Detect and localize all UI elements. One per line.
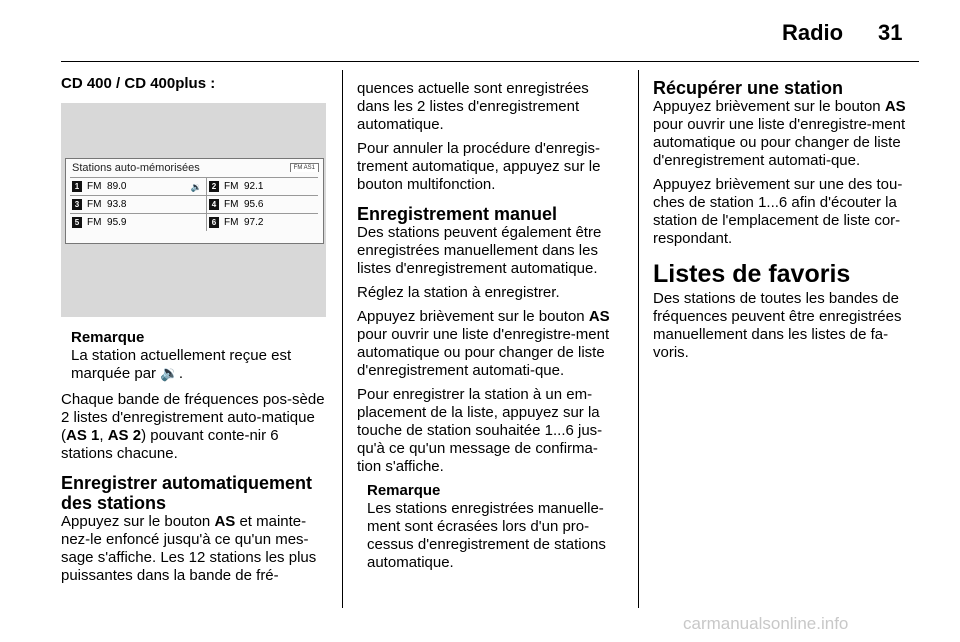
as2-label: AS 2 xyxy=(107,427,142,444)
column-3 xyxy=(653,70,921,368)
frequency: 95.6 xyxy=(244,198,264,210)
frequency: 89.0 xyxy=(107,180,127,192)
preset-row xyxy=(70,196,318,214)
paragraph: Des stations peuvent également être enregistrées manuellement dans les listes d'enregistrement automatique. xyxy=(357,224,602,277)
page-number: 31 xyxy=(878,20,903,45)
watermark: carmanualsonline.info xyxy=(683,614,849,633)
preset-number: 2 xyxy=(209,181,219,192)
preset-number: 1 xyxy=(72,181,82,192)
screen-tag: FM AS1 xyxy=(290,163,319,172)
frequency: 93.8 xyxy=(107,198,127,210)
band-label: FM xyxy=(223,198,239,210)
preset-number: 5 xyxy=(72,217,82,228)
note-box xyxy=(61,329,326,383)
speaker-icon: 🔉 xyxy=(160,365,179,382)
paragraph: Pour enregistrer la station à un em-placement de la liste, appuyez sur la touche de station souhaitée 1...6 jus-qu'à ce qu'un message de confirma-tion s'affiche. xyxy=(357,386,603,475)
band-label: FM xyxy=(223,216,239,228)
paragraph: Appuyez brièvement sur une des tou-ches de station 1...6 afin d'écouter la station de l'emplacement de liste cor-respondant. xyxy=(653,176,903,247)
as1-label: AS 1 xyxy=(66,427,100,444)
section-heading: Enregistrer automatiquement des stations xyxy=(61,473,313,513)
column-1 xyxy=(61,70,326,591)
as-button-label: AS xyxy=(214,513,236,530)
preset-number: 3 xyxy=(72,199,82,210)
note-text: La station actuellement reçue est marquée par xyxy=(71,347,292,382)
paragraph: Pour annuler la procédure d'enregis-trement automatique, appuyez sur le bouton multifonction. xyxy=(357,140,601,193)
paragraph: Chaque bande de fréquences pos-sède 2 listes d'enregistrement auto-matique (AS 1, AS 2) pouvant conte-nir 6 stations chacune. xyxy=(61,391,325,462)
preset-row xyxy=(70,178,318,196)
band-label: FM xyxy=(87,180,102,192)
section-heading-large: Listes de favoris xyxy=(653,260,851,288)
speaker-icon: 🔉 xyxy=(190,181,202,192)
note-heading: Remarque xyxy=(367,482,441,499)
preset-row xyxy=(70,214,318,232)
note-box xyxy=(357,482,622,572)
frequency: 95.9 xyxy=(107,216,127,228)
preset-number: 6 xyxy=(209,217,219,228)
as-button-label: AS xyxy=(884,98,906,115)
radio-screen-illustration xyxy=(61,103,326,317)
band-label: FM xyxy=(87,216,102,228)
screen-title: Stations auto-mémorisées xyxy=(72,162,200,174)
frequency: 92.1 xyxy=(244,180,264,192)
paragraph: Des stations de toutes les bandes de fréquences peuvent être enregistrées manuellement dans les listes de fa-voris. xyxy=(653,290,902,361)
section-heading: Enregistrement manuel xyxy=(357,204,558,224)
band-label: FM xyxy=(223,180,239,192)
paragraph: Appuyez brièvement sur le bouton AS pour ouvrir une liste d'enregistre-ment automatique ou pour changer de liste d'enregistrement automati-que. xyxy=(653,98,906,169)
paragraph: quences actuelle sont enregistrées dans les 2 listes d'enregistrement automatique. xyxy=(357,80,589,133)
column-2 xyxy=(357,70,622,580)
paragraph: Appuyez brièvement sur le bouton AS pour ouvrir une liste d'enregistre-ment automatique ou pour changer de liste d'enregistrement automati-que. xyxy=(357,308,610,379)
note-text: Les stations enregistrées manuelle-ment sont écrasées lors d'un pro-cessus d'enregistrement de stations automatique. xyxy=(367,500,606,571)
section-heading: Récupérer une station xyxy=(653,78,844,98)
paragraph: Appuyez sur le bouton AS et mainte-nez-le enfoncé jusqu'à ce qu'un mes-sage s'affiche. Les 12 stations les plus puissantes dans la bande de fré- xyxy=(61,513,317,584)
section-title: Radio xyxy=(782,20,844,45)
column-divider-1 xyxy=(342,70,343,608)
frequency: 97.2 xyxy=(244,216,264,228)
note-end: . xyxy=(178,365,184,382)
preset-table xyxy=(70,177,318,231)
paragraph: Réglez la station à enregistrer. xyxy=(357,284,560,301)
header-rule xyxy=(61,61,919,62)
radio-display xyxy=(65,158,324,244)
band-label: FM xyxy=(87,198,102,210)
column-divider-2 xyxy=(638,70,639,608)
preset-number: 4 xyxy=(209,199,219,210)
as-button-label: AS xyxy=(588,308,610,325)
device-heading: CD 400 / CD 400plus : xyxy=(61,75,216,92)
note-heading: Remarque xyxy=(71,329,145,346)
